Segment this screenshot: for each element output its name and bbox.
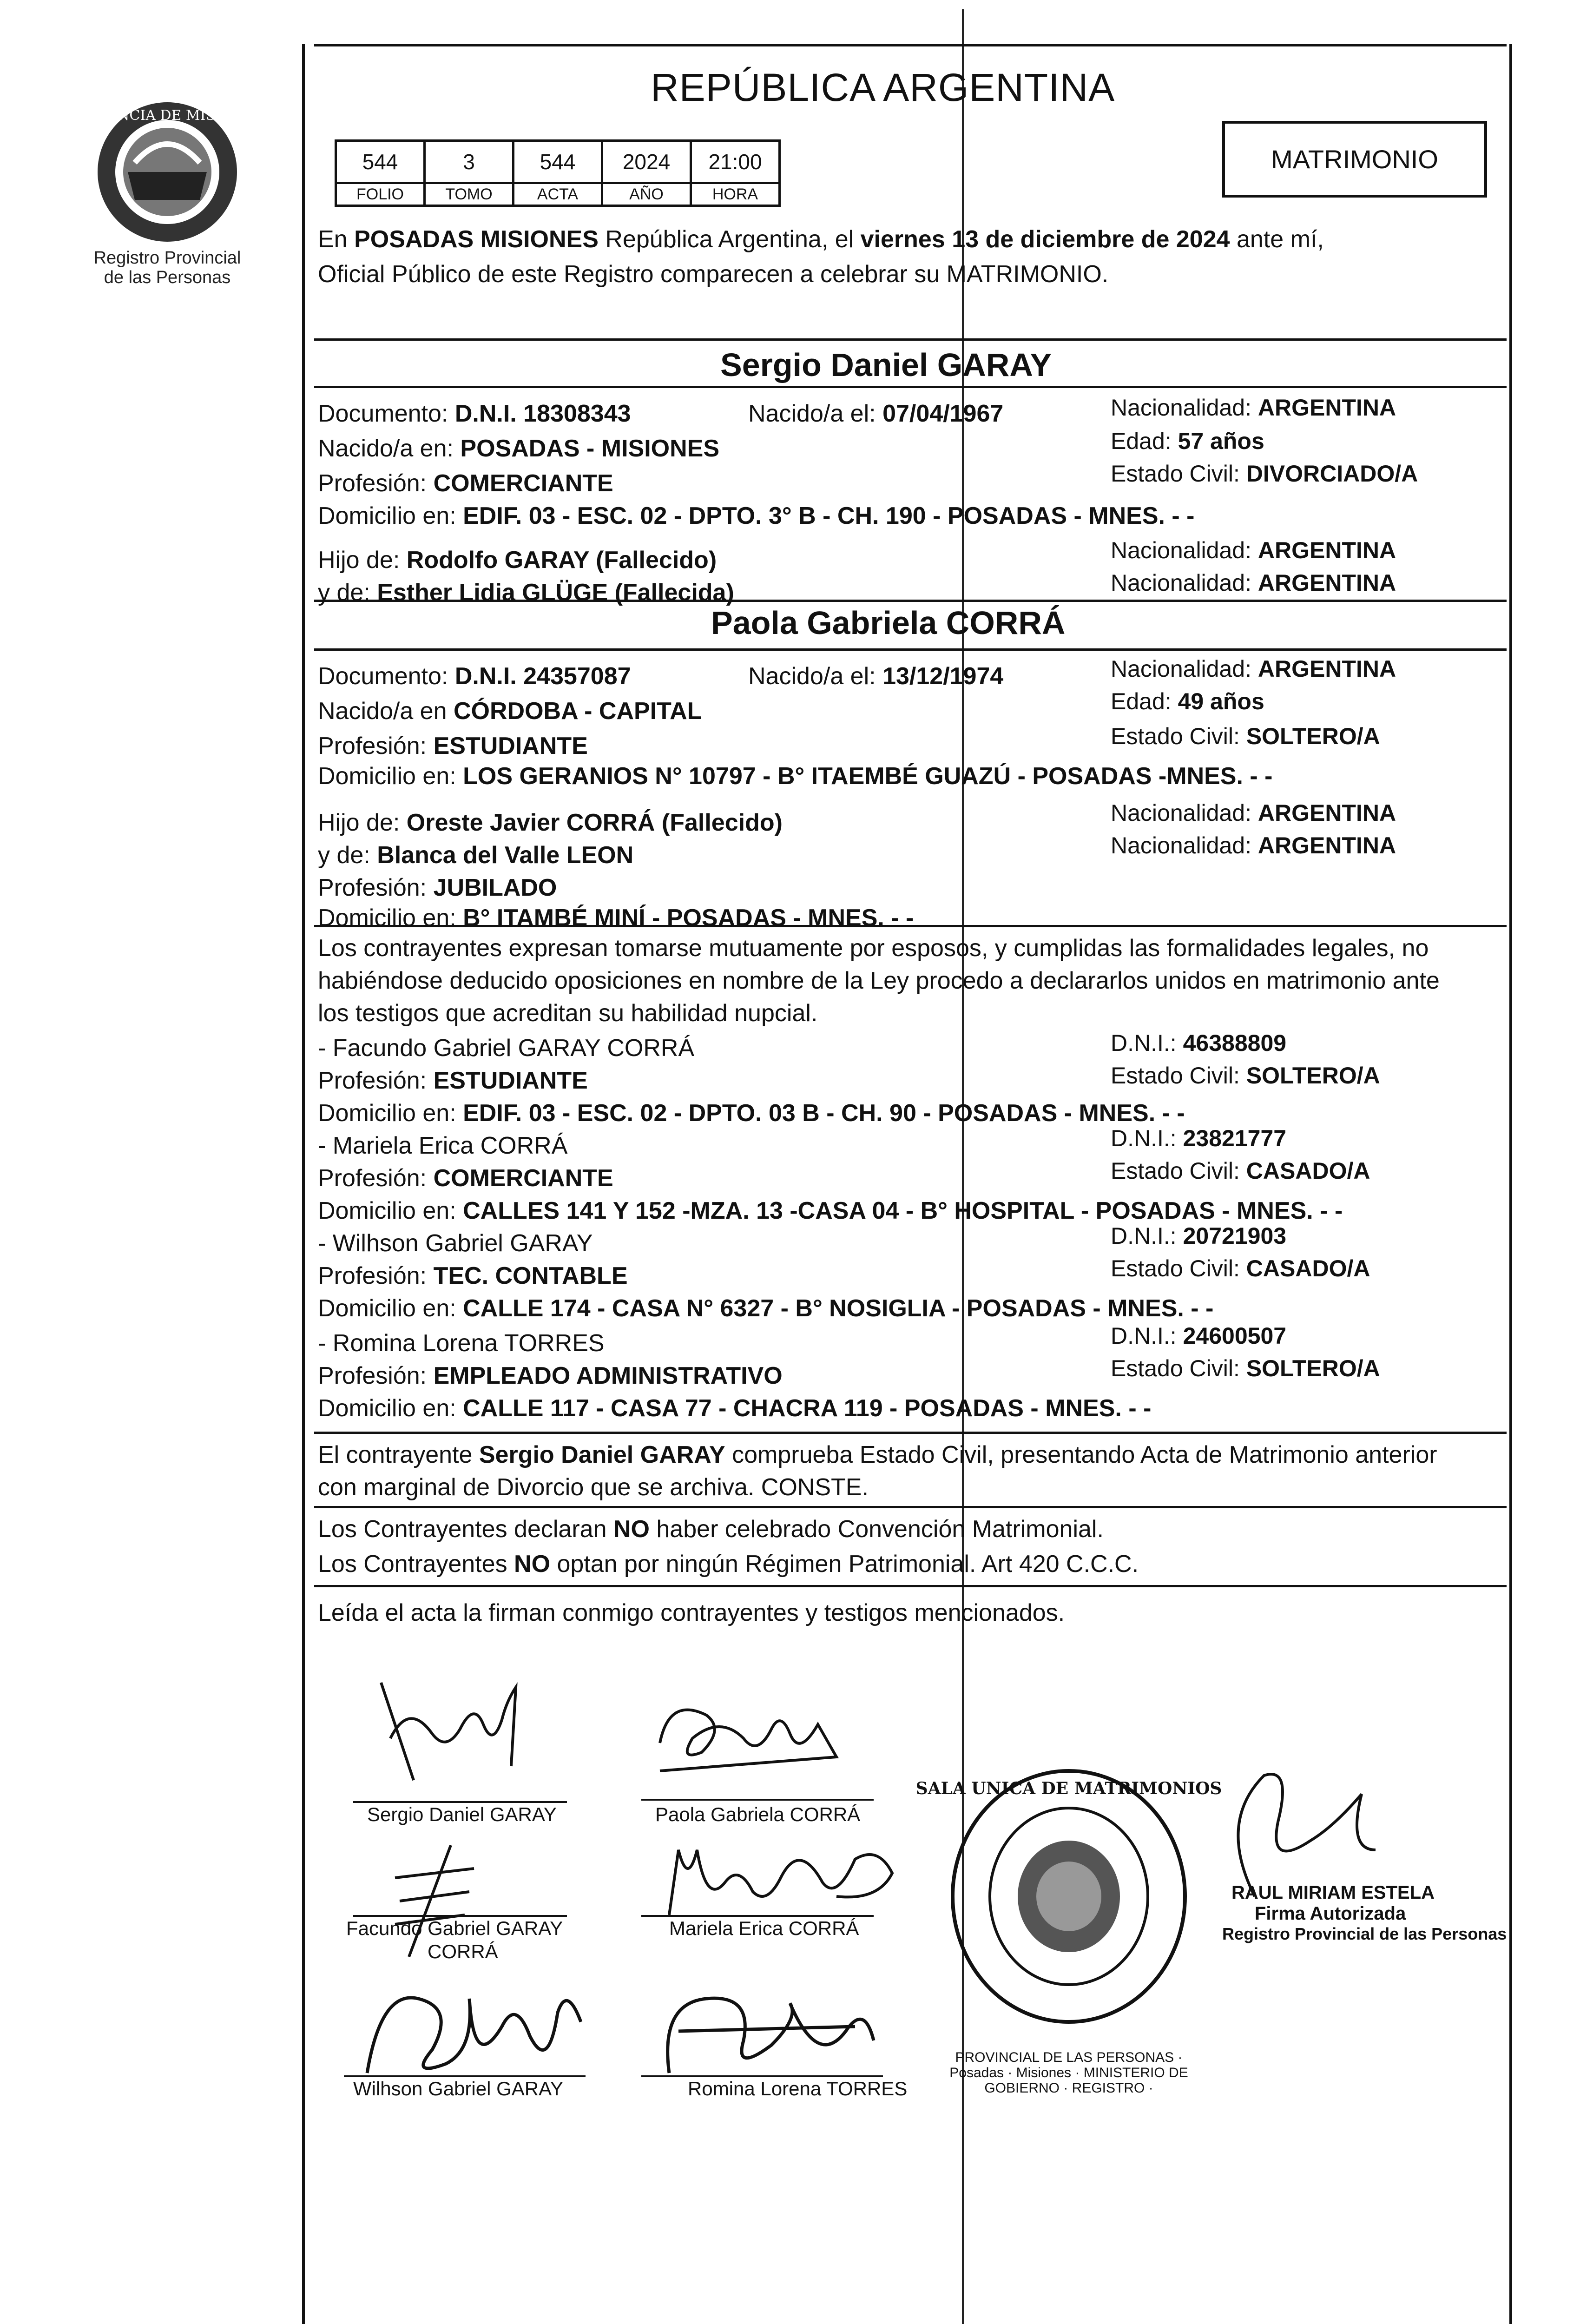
signature-romina	[651, 1975, 883, 2085]
signature-line	[353, 1915, 567, 1917]
hour-value: 21:00	[691, 141, 780, 183]
spouse2-doc: Documento: D.N.I. 24357087	[318, 663, 631, 690]
handwritten-signature-icon	[651, 1975, 883, 2082]
witness-3-profession: Profesión: TEC. CONTABLE	[318, 1262, 628, 1289]
spouse2-birthplace: Nacido/a en CÓRDOBA - CAPITAL	[318, 698, 702, 725]
registry-table	[335, 139, 781, 207]
divider	[314, 338, 1507, 341]
divider	[314, 44, 1507, 46]
signature-sergio	[362, 1673, 558, 1787]
witness-2-profession: Profesión: COMERCIANTE	[318, 1165, 613, 1192]
year-value: 2024	[602, 141, 691, 183]
official-stamp-title: Firma Autorizada	[1255, 1903, 1406, 1924]
spouse1-born: Nacido/a el: 07/04/1967	[748, 400, 1004, 427]
declaration-line-1: Los contrayentes expresan tomarse mutuamente por esposos, y cumplidas las formalidades legales, no	[318, 935, 1429, 962]
signature-caption-sergio: Sergio Daniel GARAY	[367, 1803, 557, 1825]
signature-line	[641, 2075, 883, 2077]
official-round-seal	[915, 1757, 1222, 2038]
handwritten-signature-icon	[651, 1687, 855, 1780]
witness-4-address: Domicilio en: CALLE 117 - CASA 77 - CHACRA 119 - POSADAS - MNES. - -	[318, 1395, 1152, 1422]
signature-caption-facundo: Facundo Gabriel GARAY	[346, 1917, 563, 1939]
hour-label: HORA	[691, 183, 780, 206]
witness-1-profession: Profesión: ESTUDIANTE	[318, 1067, 588, 1094]
witness-1-dni: D.N.I.: 46388809	[1111, 1030, 1287, 1056]
spouse1-nationality: Nacionalidad: ARGENTINA	[1111, 395, 1396, 421]
spouse1-mother: y de: Esther Lidia GLÜGE (Fallecida)	[318, 579, 734, 606]
spouse1-birthplace: Nacido/a en: POSADAS - MISIONES	[318, 435, 720, 462]
tomo-label: TOMO	[425, 183, 514, 206]
svg-text:PROVINCIA DE MISIONES: PROVINCIA DE MISIONES	[70, 107, 264, 124]
divider	[314, 648, 1507, 651]
divider	[314, 1506, 1507, 1508]
signature-caption-romina: Romina Lorena TORRES	[688, 2078, 908, 2100]
divider	[314, 1432, 1507, 1434]
signature-wilhson	[353, 1971, 595, 2085]
spouse1-address: Domicilio en: EDIF. 03 - ESC. 02 - DPTO. 3° B - CH. 190 - POSADAS - MNES. - -	[318, 502, 1195, 529]
spouse1-mother-nationality: Nacionalidad: ARGENTINA	[1111, 570, 1396, 596]
witness-3-dni: D.N.I.: 20721903	[1111, 1223, 1287, 1249]
spouse2-name: Paola Gabriela CORRÁ	[711, 605, 1066, 641]
spouse1-profession: Profesión: COMERCIANTE	[318, 470, 613, 497]
signature-line	[641, 1915, 874, 1917]
signature-paola	[651, 1687, 855, 1783]
registry-logo	[70, 93, 264, 302]
spouse2-profession: Profesión: ESTUDIANTE	[318, 733, 588, 759]
spouse2-nationality: Nacionalidad: ARGENTINA	[1111, 656, 1396, 682]
signature-line	[344, 2075, 586, 2077]
declaration-line-2: habiéndose deducido oposiciones en nombre de la Ley procedo a declararlos unidos en matrimonio ante	[318, 967, 1440, 994]
province-seal-icon	[70, 93, 264, 246]
witness-3-name: - Wilhson Gabriel GARAY	[318, 1230, 593, 1257]
witness-2-name: - Mariela Erica CORRÁ	[318, 1132, 568, 1159]
act-type-box: MATRIMONIO	[1222, 121, 1487, 198]
signature-line	[353, 1801, 567, 1803]
spouse1-doc: Documento: D.N.I. 18308343	[318, 400, 631, 427]
spouse2-father: Hijo de: Oreste Javier CORRÁ (Fallecido)	[318, 809, 783, 836]
logo-caption: Registro Provincial de las Personas	[93, 248, 241, 287]
witness-2-civil-status: Estado Civil: CASADO/A	[1111, 1158, 1370, 1184]
spouse1-father: Hijo de: Rodolfo GARAY (Fallecido)	[318, 547, 717, 574]
spouse2-born: Nacido/a el: 13/12/1974	[748, 663, 1004, 690]
acta-value: 544	[514, 141, 602, 183]
spouse1-name: Sergio Daniel GARAY	[720, 347, 1052, 383]
regime-note: Los Contrayentes NO optan por ningún Régimen Patrimonial. Art 420 C.C.C.	[318, 1551, 1139, 1578]
handwritten-signature-icon	[362, 1673, 558, 1785]
witness-4-profession: Profesión: EMPLEADO ADMINISTRATIVO	[318, 1362, 783, 1389]
spouse2-mother-nationality: Nacionalidad: ARGENTINA	[1111, 832, 1396, 858]
witness-1-civil-status: Estado Civil: SOLTERO/A	[1111, 1063, 1380, 1089]
tomo-value: 3	[425, 141, 514, 183]
closing-note: Leída el acta la firman conmigo contrayentes y testigos mencionados.	[318, 1599, 1065, 1626]
seal-outer-text: PROVINCIAL DE LAS PERSONAS · Posadas · Misiones · MINISTERIO DE GOBIERNO · REGISTRO ·	[949, 2050, 1188, 2096]
acta-label: ACTA	[514, 183, 602, 206]
year-label: AÑO	[602, 183, 691, 206]
witness-3-civil-status: Estado Civil: CASADO/A	[1111, 1255, 1370, 1281]
spouse2-mother: y de: Blanca del Valle LEON	[318, 842, 634, 869]
spouse2-civil-status: Estado Civil: SOLTERO/A	[1111, 723, 1380, 749]
spouse1-civil-status: Estado Civil: DIVORCIADO/A	[1111, 461, 1418, 487]
folio-value: 544	[336, 141, 425, 183]
svg-text:SALA UNICA DE MATRIMONIOS: SALA UNICA DE MATRIMONIOS	[915, 1779, 1222, 1798]
witness-1-name: - Facundo Gabriel GARAY CORRÁ	[318, 1035, 695, 1062]
signature-caption-wilhson: Wilhson Gabriel GARAY	[353, 2078, 564, 2100]
spouse1-age: Edad: 57 años	[1111, 428, 1264, 454]
spouse2-parent-address: Domicilio en: B° ITAMBÉ MINÍ - POSADAS - MNES. - -	[318, 905, 914, 931]
handwritten-signature-icon	[353, 1971, 595, 2082]
divider	[314, 386, 1507, 388]
spouse2-address: Domicilio en: LOS GERANIOS N° 10797 - B° ITAEMBÉ GUAZÚ - POSADAS -MNES. - -	[318, 763, 1273, 790]
spouse1-father-nationality: Nacionalidad: ARGENTINA	[1111, 537, 1396, 563]
witness-2-dni: D.N.I.: 23821777	[1111, 1125, 1287, 1151]
country-title: REPÚBLICA ARGENTINA	[651, 66, 1115, 109]
divorce-note-line-2: con marginal de Divorcio que se archiva. CONSTE.	[318, 1474, 869, 1501]
witness-3-address: Domicilio en: CALLE 174 - CASA N° 6327 - B° NOSIGLIA - POSADAS - MNES. - -	[318, 1295, 1214, 1322]
witness-2-address: Domicilio en: CALLES 141 Y 152 -MZA. 13 -CASA 04 - B° HOSPITAL - POSADAS - MNES. - -	[318, 1197, 1343, 1224]
convention-note: Los Contrayentes declaran NO haber celebrado Convención Matrimonial.	[318, 1516, 1104, 1543]
official-stamp-name: RAUL MIRIAM ESTELA	[1231, 1882, 1435, 1903]
signature-line	[641, 1799, 874, 1801]
witness-4-dni: D.N.I.: 24600507	[1111, 1323, 1287, 1349]
signature-caption-paola: Paola Gabriela CORRÁ	[655, 1803, 861, 1825]
witness-1-address: Domicilio en: EDIF. 03 - ESC. 02 - DPTO. 03 B - CH. 90 - POSADAS - MNES. - -	[318, 1100, 1185, 1127]
witness-4-name: - Romina Lorena TORRES	[318, 1330, 605, 1357]
official-stamp-office: Registro Provincial de las Personas	[1222, 1924, 1507, 1943]
spouse2-parent-profession: Profesión: JUBILADO	[318, 874, 557, 901]
intro-line-2: Oficial Público de este Registro comparecen a celebrar su MATRIMONIO.	[318, 261, 1109, 288]
round-seal-icon	[915, 1757, 1222, 2036]
witness-4-civil-status: Estado Civil: SOLTERO/A	[1111, 1355, 1380, 1381]
signature-caption-mariela: Mariela Erica CORRÁ	[669, 1917, 859, 1939]
spouse2-father-nationality: Nacionalidad: ARGENTINA	[1111, 800, 1396, 826]
intro-line-1: En POSADAS MISIONES República Argentina, el viernes 13 de diciembre de 2024 ante mí,	[318, 226, 1324, 253]
signature-caption-facundo-line2: CORRÁ	[428, 1941, 498, 1962]
spouse2-age: Edad: 49 años	[1111, 688, 1264, 714]
folio-label: FOLIO	[336, 183, 425, 206]
divider	[314, 1585, 1507, 1587]
divorce-note-line-1: El contrayente Sergio Daniel GARAY comprueba Estado Civil, presentando Acta de Matrimonio anterior	[318, 1441, 1437, 1468]
declaration-line-3: los testigos que acreditan su habilidad nupcial.	[318, 1000, 818, 1027]
